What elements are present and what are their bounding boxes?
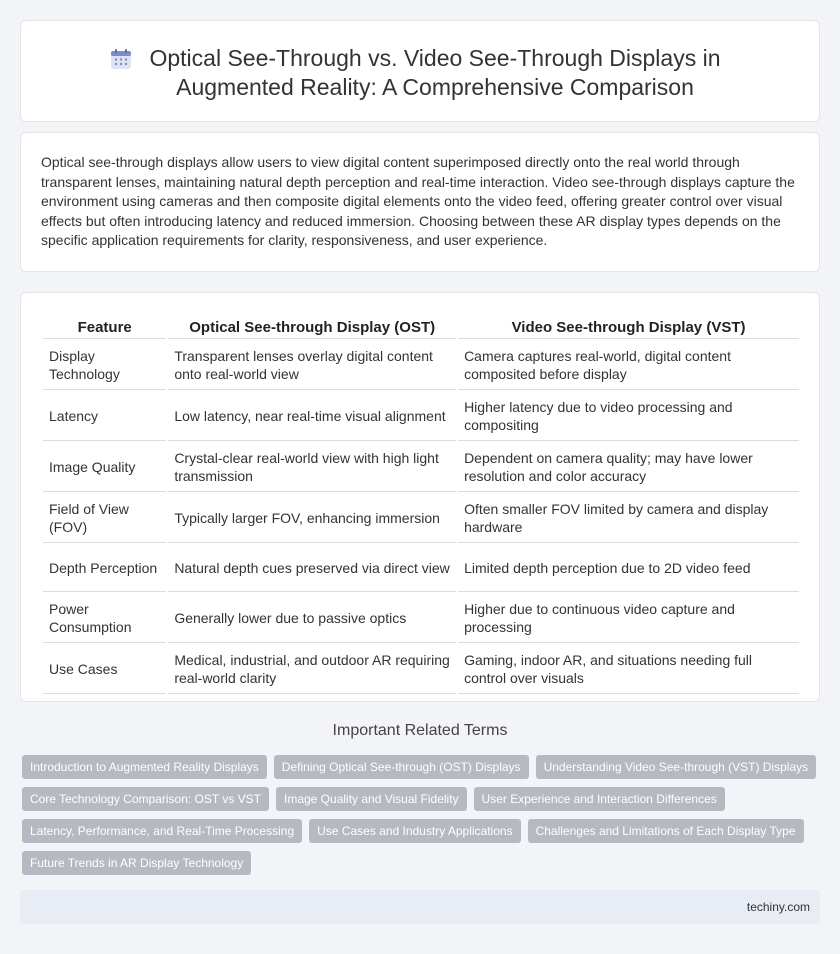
cell-vst: Dependent on camera quality; may have lower resolution and color accuracy [458,443,799,492]
intro-paragraph: Optical see-through displays allow users to view digital content superimposed directly onto the real world through transparent lenses, maintaining natural depth perception and real-time interaction. Video see-through displays capture the environment using cameras and then composite digital elements onto the video feed, offering greater control over visual effects but often introducing latency and reduced immersion. Choosing between these AR display types depends on the specific application requirements for clarity, responsiveness, and user experience. [41,154,795,249]
cell-feature: Depth Perception [43,545,166,592]
cell-vst: Gaming, indoor AR, and situations needing full control over visuals [458,645,799,694]
cell-ost: Crystal-clear real-world view with high light transmission [168,443,456,492]
table-row [43,645,799,694]
cell-ost: Low latency, near real-time visual alignment [168,392,456,441]
related-term-tag[interactable]: Introduction to Augmented Reality Displays [22,755,267,779]
related-term-tag[interactable]: Challenges and Limitations of Each Display Type [528,819,804,843]
title-card [20,20,820,122]
intro-card [20,132,820,272]
page-title: Optical See-Through vs. Video See-Through Displays in Augmented Reality: A Comprehensive Comparison [149,45,721,100]
header-feature: Feature [43,315,166,339]
footer [20,890,820,924]
cell-vst: Often smaller FOV limited by camera and display hardware [458,494,799,543]
table-row [43,594,799,643]
cell-ost: Typically larger FOV, enhancing immersion [168,494,456,543]
related-term-tag[interactable]: Core Technology Comparison: OST vs VST [22,787,269,811]
cell-ost: Generally lower due to passive optics [168,594,456,643]
cell-feature: Field of View (FOV) [43,494,166,543]
related-term-tag[interactable]: Defining Optical See-through (OST) Displays [274,755,529,779]
related-term-tag[interactable]: Image Quality and Visual Fidelity [276,787,467,811]
cell-ost: Transparent lenses overlay digital content onto real-world view [168,341,456,390]
cell-vst: Higher due to continuous video capture and processing [458,594,799,643]
related-term-tag[interactable]: Future Trends in AR Display Technology [22,851,251,875]
cell-feature: Display Technology [43,341,166,390]
comparison-table-card [20,292,820,702]
cell-feature: Latency [43,392,166,441]
related-terms-title: Important Related Terms [332,722,508,739]
cell-vst: Higher latency due to video processing and compositing [458,392,799,441]
footer-site-link[interactable]: techiny.com [746,900,810,914]
cell-vst: Limited depth perception due to 2D video feed [458,545,799,592]
table-row [43,443,799,492]
cell-vst: Camera captures real-world, digital content composited before display [458,341,799,390]
header-vst: Video See-through Display (VST) [458,315,799,339]
related-term-tag[interactable]: Understanding Video See-through (VST) Displays [536,755,817,779]
table-row [43,545,799,592]
table-row [43,494,799,543]
table-row [43,392,799,441]
related-term-tag[interactable]: Use Cases and Industry Applications [309,819,520,843]
cell-ost: Medical, industrial, and outdoor AR requiring real-world clarity [168,645,456,694]
table-header-row [43,315,799,339]
cell-feature: Image Quality [43,443,166,492]
cell-feature: Power Consumption [43,594,166,643]
header-ost: Optical See-through Display (OST) [168,315,456,339]
comparison-table [41,313,801,696]
related-term-tag[interactable]: User Experience and Interaction Differences [474,787,725,811]
cell-feature: Use Cases [43,645,166,694]
table-row [43,341,799,390]
cell-ost: Natural depth cues preserved via direct view [168,545,456,592]
related-term-tag[interactable]: Latency, Performance, and Real-Time Processing [22,819,302,843]
related-terms-list [22,755,822,875]
